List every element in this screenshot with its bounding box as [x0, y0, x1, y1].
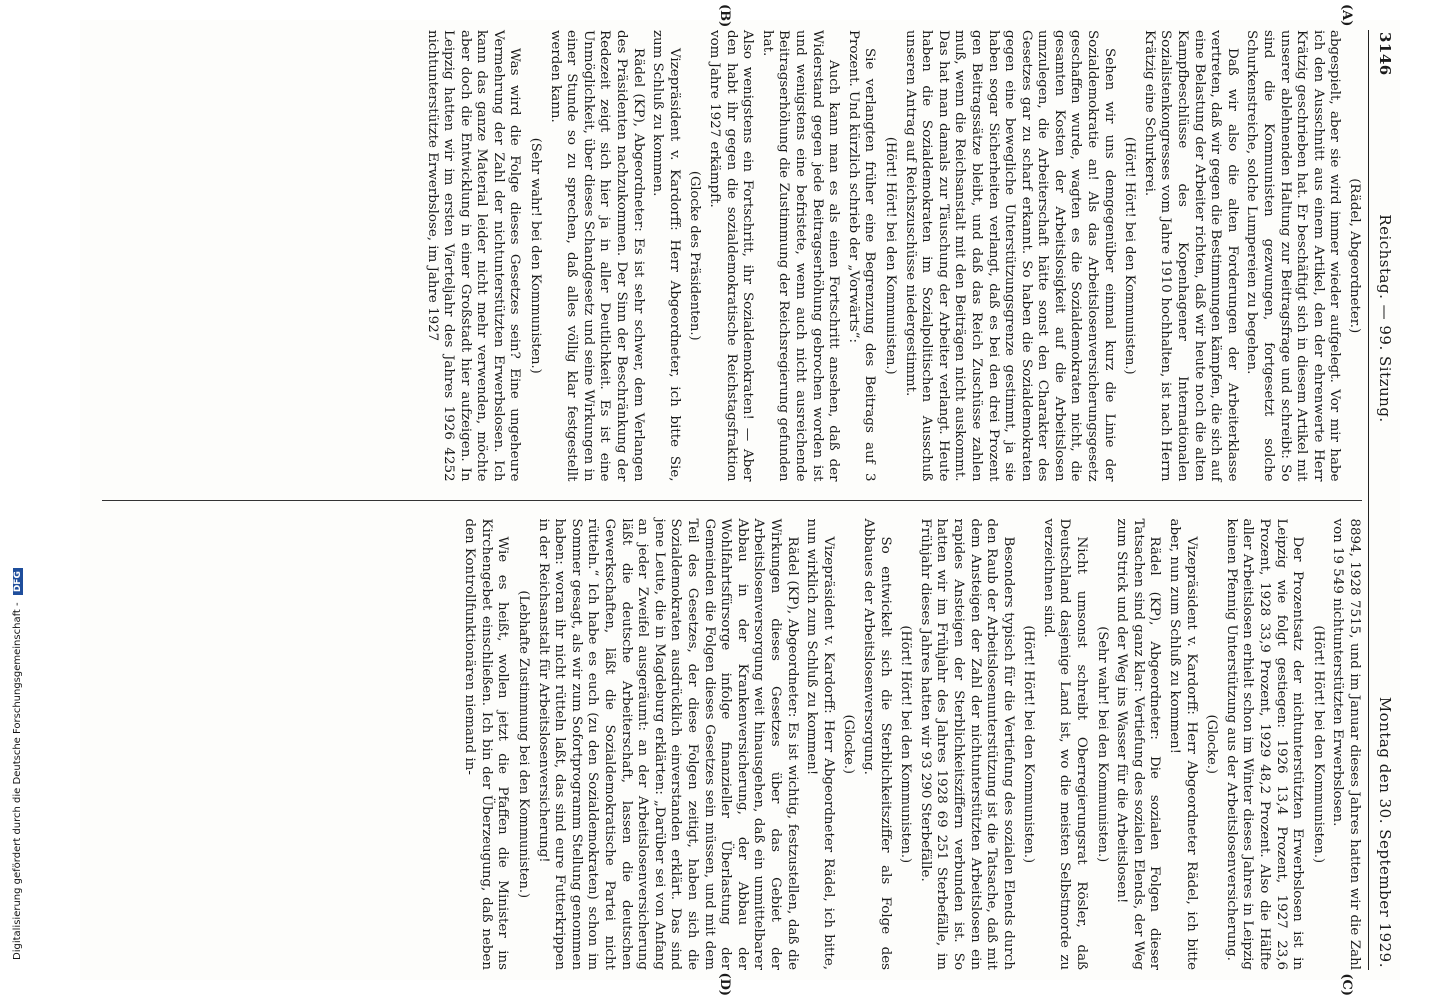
paragraph: Vizepräsident v. Kardorff: Herr Abgeordneter Rädel, ich bitte aber, nun zum Schluß zu kommen! [1167, 518, 1199, 971]
right-column [102, 518, 1362, 997]
paragraph: Also wenigstens ein Fortschritt, ihr Sozialdemokraten! — Aber den habt ihr gegen die sozialdemokratische Reichstagsfraktion vom Jahre 1927 erkämpft. [707, 30, 756, 482]
interjection: (Hört! Hört! bei den Kommunisten.) [882, 136, 898, 375]
paragraph: Wie es heißt, wollen jetzt die Pfaffen die Minister ins Kirchengebet einschließen. Ich bin der Überzeugung, daß neben den Kontrollfunktionären niemand in- [462, 518, 511, 971]
margin-mark-c: (C) [1339, 973, 1354, 997]
paragraph: Daß wir also die alten Forderungen der Arbeiterklasse vertreten, daß wir gegen die Bestimmungen kämpfen, die sich auf eine Belastung der Arbeiter richten, daß wir heute noch die alten Kampfbeschlüsse des Kopenhagener Internationalen Sozialistenkongresses vom Jahre 1910 hochhalten, ist nach Herrn Krätzig eine Schurkerei. [1141, 30, 1240, 482]
paragraph: Vizepräsident v. Kardorff: Herr Abgeordneter Rädel, ich bitte, nun wirklich zum Schluß zu kommen! [804, 518, 836, 971]
page-number: 3146 [1376, 32, 1394, 76]
paragraph: Was wird die Folge dieses Gesetzes sein? Eine ungeheure Vermehrung der Zahl der nichtunterstützten Erwerbslosen. Ich kann das ganze Material leider nicht mehr verwenden, möchte aber doch die Entwicklung in einer Großstadt hier aufzeigen. In Leipzig hatten wir im ersten Vierteljahr des Jahres 1926 4252 nichtunterstützte Erwerbslose, im Jahre 1927 [424, 30, 523, 482]
interjection: (Lebhafte Zustimmung bei den Kommunisten.) [516, 590, 532, 899]
paragraph: Rädel (KP), Abgeordneter: Die sozialen Folgen dieser Tatsachen sind ganz klar: Vertiefung des sozialen Elends, der Weg zum Strick und der Weg ins Wasser für die Arbeitslosen! [1114, 518, 1163, 971]
interjection: (Hört! Hört! bei den Kommunisten.) [1021, 625, 1037, 864]
paragraph: Besonders typisch für die Vertiefung des sozialen Elends durch den Raub der Arbeitslosenunterstützung ist die Tatsache, daß mit dem Ansteigen der Zahl der nichtunterstützten Arbeitslosen ein rapides Ansteigen der Sterblichkeitsziffern verbunden ist. So hatten wir im Frühjahr des Jahres 1928 69 251 Sterbefälle, im Frühjahr dieses Jahres hatten wir 93 290 Sterbefälle. [917, 518, 1016, 971]
interjection: (Sehr wahr! bei den Kommunisten.) [528, 137, 544, 374]
margin-mark-d: (D) [717, 972, 732, 997]
paragraph: Sie verlangten früher eine Begrenzung des Beitrags auf 3 Prozent. Und kürzlich schrieb der „Vorwärts“: [845, 30, 878, 482]
session-date: Montag den 30. September 1929. [1376, 696, 1394, 968]
paragraph: abgespielt, aber sie wird immer wieder aufgelegt. Vor mir habe ich den Ausschnitt aus einem Artikel, den der ehrenwerte Herr Krätzig geschrieben hat. Er beschäftigt sich in diesem Artikel mit unserer ablehnenden Haltung zur Beitragsfrage und schreibt: So sind die Kommunisten gezwungen, fortgesetzt solche Schurkenstreiche, solche Lumpereien zu begehen. [1244, 30, 1343, 482]
interjection: (Sehr wahr! bei den Kommunisten.) [1094, 626, 1110, 863]
paragraph: Vizepräsident v. Kardorff: Herr Abgeordneter, ich bitte Sie, zum Schluß zu kommen. [650, 30, 682, 482]
session-title: Reichstag. — 99. Sitzung. [1376, 214, 1394, 423]
paragraph: Rädel (KP), Abgeordneter: Es ist sehr schwer, dem Verlangen des Präsidenten nachzukommen. Der Sinn der Beschränkung der Redezeit zeigt sich hier ja in aller Deutlichkeit. Es ist eine Unmöglichkeit, über dieses Schandgesetz und seine Wirkungen in einer Stunde so zu sprechen, daß alles völlig klar festgestellt werden kann. [547, 30, 646, 482]
margin-mark-a: (A) [1339, 4, 1354, 27]
document-page [80, 4, 1400, 997]
left-column [102, 4, 1362, 482]
paragraph: So entwickelt sich die Sterblichkeitsziffer als Folge des Abbaues der Arbeitslosenversorgung. [860, 518, 893, 971]
paragraph: Auch kann man es als einen Fortschritt ansehen, daß der Widerstand gegen jede Beitragserhöhung gebrochen worden ist und wenigstens eine befristete, wenn auch nicht ausreichende Beitragserhöhung die Zustimmung der Reichsregierung gefunden hat. [759, 30, 842, 482]
interjection: (Glocke.) [1204, 714, 1220, 774]
dfg-logo: DFG [13, 568, 23, 595]
paragraph: Nicht umsonst schreibt Oberregierungsrat Rösler, daß Deutschland dasjenige Land ist, wo die meisten Selbstmorde zu verzeichnen sind. [1040, 518, 1090, 971]
paragraph: Der Prozentsatz der nichtunterstützten Erwerbslosen ist in Leipzig wie folgt gestiegen: 1926 13,4 Prozent, 1927 23,6 Prozent, 1928 33,9 Prozent, 1929 48,2 Prozent. Also die Hälfte aller Arbeitslosen erhielt schon im Winter dieses Jahres in Leipzig keinen Pfennig Unterstützung aus der Arbeitslosenversicherung. [1223, 518, 1306, 971]
interjection: (Hört! Hört! bei den Kommunisten.) [1310, 625, 1326, 864]
margin-mark-b: (B) [717, 4, 732, 28]
paragraph: Rädel (KP), Abgeordneter: Es ist wichtig, festzustellen, daß die Wirkungen dieses Gesetzes über das Gebiet der Arbeitslosenversorgung weit hinausgehen, daß ein unmittelbarer Abbau in der Krankenversicherung, der Abbau der Wohlfahrtsfürsorge infolge finanzieller Überlastung der Gemeinden die Folgen dieses Gesetzes sein müssen, und mit dem Teil des Gesetzes, der diese Folgen zeitigt, haben sich die Sozialdemokraten ausdrücklich einverstanden erklärt. Das sind jene Leute, die in Magdeburg erklärten: „Darüber sei von Anfang an jeder Zweifel ausgeräumt: an der Arbeitslosenversicherung läßt die deutsche Arbeiterschaft, lassen die deutschen Gewerkschaften, läßt die Sozialdemokratische Partei nicht rütteln.“ Ich habe es euch (zu den Sozialdemokraten) schon im Sommer gesagt, als wir zum Sofortprogramm Stellung genommen haben: woran ihr nicht rütteln laßt, das sind eure Futterkrippen in der Reichsanstalt für Arbeitslosenversicherung! [535, 518, 800, 971]
interjection: (Hört! Hört! bei den Kommunisten.) [898, 625, 914, 864]
interjection: (Glocke.) [841, 714, 857, 774]
credit-text: Digitalisierung gefördert durch die Deutsche Forschungsgemeinschaft - [12, 602, 23, 960]
column-divider [102, 500, 1362, 501]
text-columns [102, 4, 1362, 997]
digitization-credit [0, 0, 24, 1000]
interjection: (Glocke des Präsidenten.) [687, 170, 703, 341]
paragraph: 8894, 1928 7515, und im Januar dieses Jahres hatten wir die Zahl von 19 549 nichtunterstützten Erwerbslosen. [1330, 518, 1362, 971]
paragraph: (Rädel, Abgeordneter.) [1347, 178, 1362, 334]
interjection: (Hört! Hört! bei den Kommunisten.) [1122, 136, 1138, 375]
paragraph: Sehen wir uns demgegenüber einmal kurz die Linie der Sozialdemokratie an! Als das Arbeitslosenversicherungsgesetz geschaffen wurde, wagten es die Sozialdemokraten nicht, die gesamten Kosten der Arbeitslosigkeit auf die Arbeitslosen umzulegen, die Arbeiterschaft hätte sonst den Charakter des Gesetzes gar zu scharf erkannt. So haben die Sozialdemokraten gegen eine bewegliche Unterstützungsgrenze gestimmt, ja sie haben sogar Sicherheiten verlangt, daß es bei den drei Prozent gen Beitragssätze bleibt, und daß das Reich Zuschüsse zahlen muß, wenn die Reichsanstalt mit den Beiträgen nicht auskommt. Das hat man damals zur Täuschung der Arbeiter verlangt. Heute haben die Sozialdemokraten im Sozialpolitischen Ausschuß unseren Antrag auf Reichszuschüsse niedergestimmt. [902, 30, 1117, 482]
page-header [1368, 30, 1394, 970]
